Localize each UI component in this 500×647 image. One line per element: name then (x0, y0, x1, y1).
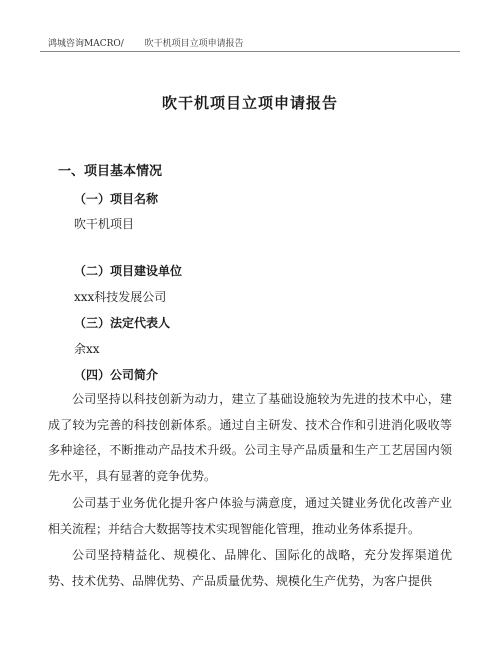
page-header (48, 36, 244, 49)
company-profile-paragraph: 公司坚持以科技创新为动力，建立了基础设施较为先进的技术中心，建成了较为完善的科技创新体系。通过自主研发、技术合作和引进消化吸收等多种途径，不断推动产品技术升级。公司主导产品质量和生产工艺居国内领先水平，具有显著的竞争优势。 (48, 392, 452, 483)
subheading-construction-unit: （二）项目建设单位 (74, 264, 183, 278)
legal-representative-value: 余xx (74, 342, 100, 356)
document-title: 吹干机项目立项申请报告 (161, 94, 338, 112)
company-profile-paragraph: 公司基于业务优化提升客户体验与满意度，通过关键业务优化改善产业相关流程；并结合大数据等技术实现智能化管理，推动业务体系提升。 (48, 496, 452, 536)
construction-unit-value: xxx科技发展公司 (74, 290, 167, 304)
subheading-legal-representative: （三）法定代表人 (74, 316, 171, 330)
header-company: 鸿城咨询MACRO/ (48, 39, 124, 49)
subheading-company-profile: （四）公司简介 (74, 368, 159, 382)
project-name-value: 吹干机项目 (74, 217, 135, 231)
subheading-project-name: （一）项目名称 (74, 192, 159, 206)
section-heading-basic-info: 一、项目基本情况 (58, 164, 163, 179)
company-profile-paragraph: 公司坚持精益化、规模化、品牌化、国际化的战略，充分发挥渠道优势、技术优势、品牌优势、产品质量优势、规模化生产优势，为客户提供 (48, 548, 452, 588)
header-divider (40, 51, 460, 52)
header-doc-title: 吹干机项目立项申请报告 (144, 39, 244, 49)
